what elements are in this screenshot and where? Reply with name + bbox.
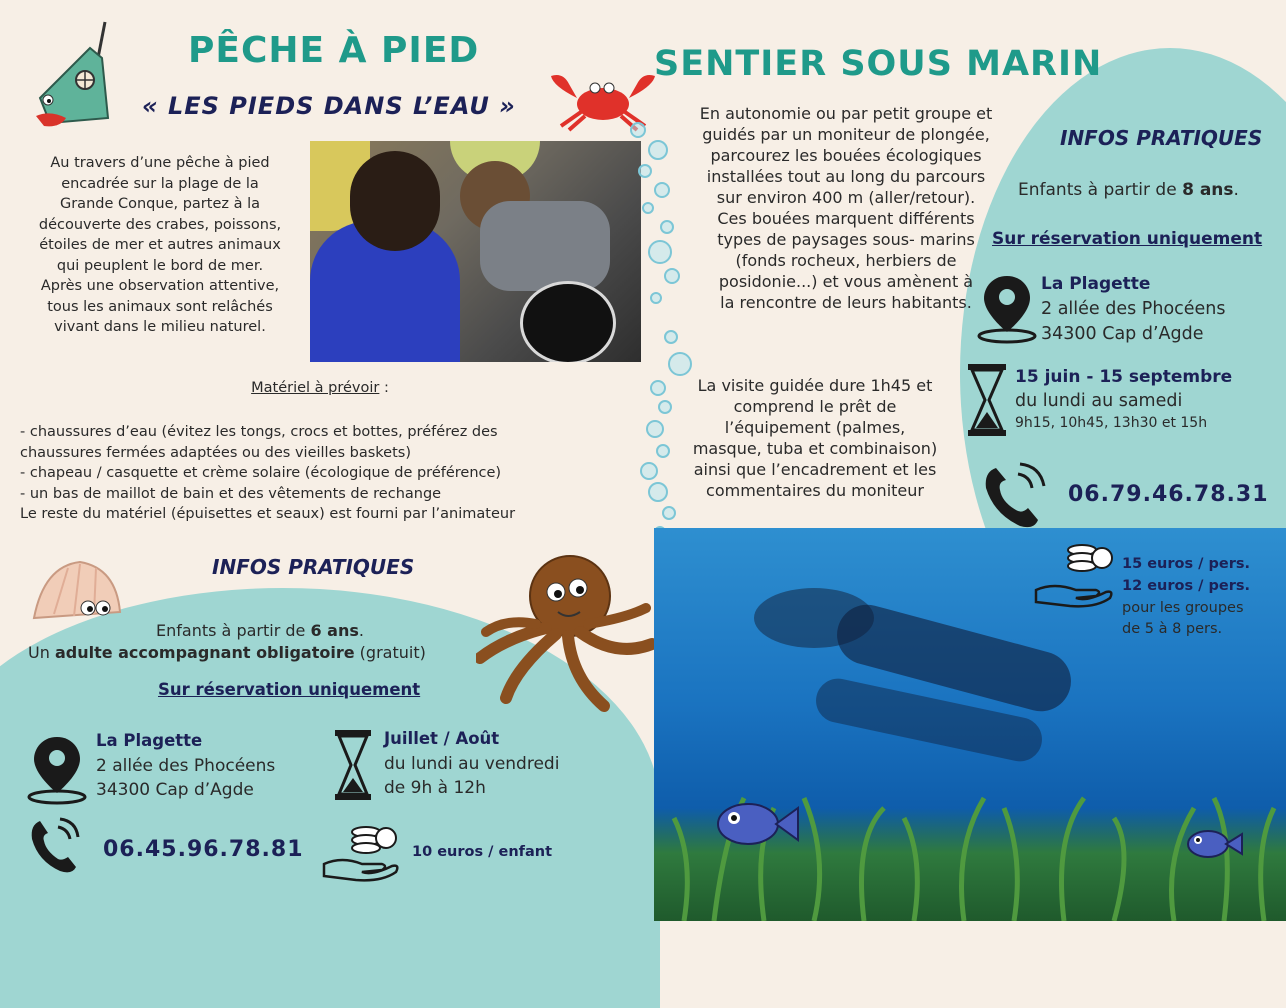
left-intro-line: étoiles de mer et autres animaux	[39, 237, 281, 253]
right-price-2: 12 euros / pers.	[1122, 578, 1251, 594]
right-place-addr2: 34300 Cap d’Agde	[1041, 324, 1204, 344]
materiel-list	[20, 422, 620, 525]
right-date-line1: du lundi au samedi	[1015, 391, 1183, 411]
left-age-value: 6 ans	[310, 621, 359, 640]
left-adult-required: adulte accompagnant obligatoire	[54, 643, 355, 662]
left-intro	[20, 153, 300, 338]
left-place-addr2: 34300 Cap d’Agde	[96, 780, 254, 800]
right-intro-line: guidés par un moniteur de plongée,	[702, 125, 990, 144]
left-age-post: .	[358, 621, 364, 640]
right-intro-line: sur environ 400 m (aller/retour).	[716, 188, 976, 207]
right-visite-line: comprend le prêt de	[733, 397, 897, 416]
hourglass-icon	[333, 728, 373, 802]
right-intro-line: la rencontre de leurs habitants.	[720, 293, 972, 312]
right-visite	[680, 375, 950, 501]
right-date-title: 15 juin - 15 septembre	[1015, 367, 1233, 387]
materiel-heading	[0, 378, 640, 399]
small-fish-icon	[1184, 824, 1244, 864]
right-intro-line: parcourez les bouées écologiques	[710, 146, 982, 165]
right-money-hand-icon	[1034, 540, 1118, 608]
right-visite-line: La visite guidée dure 1h45 et	[697, 376, 933, 395]
right-intro-line: Ces bouées marquent différents	[717, 209, 975, 228]
right-intro-line: installées tout au long du parcours	[706, 167, 986, 186]
left-adult-line	[28, 642, 498, 663]
right-infos-title: INFOS PRATIQUES	[1060, 126, 1263, 150]
crab-icon	[543, 68, 663, 133]
materiel-item: chaussures fermées adaptées ou des vieilles baskets)	[20, 444, 411, 461]
right-place-addr1: 2 allée des Phocéens	[1041, 299, 1226, 319]
materiel-item: - chaussures d’eau (évitez les tongs, crocs et bottes, préférez des	[20, 424, 498, 440]
left-intro-line: qui peuplent le bord de mer.	[56, 257, 264, 274]
left-intro-line: Après une observation attentive,	[40, 278, 280, 294]
right-date-line2: 9h15, 10h45, 13h30 et 15h	[1015, 415, 1208, 431]
left-date-title: Juillet / Août	[384, 729, 500, 748]
left-place-addr1: 2 allée des Phocéens	[96, 756, 276, 776]
right-intro-line: types de paysages sous- marins	[717, 230, 975, 249]
left-adult-pre: Un	[28, 643, 55, 662]
materiel-item: - un bas de maillot de bain et des vêtements de rechange	[20, 485, 442, 502]
left-place-name: La Plagette	[96, 731, 203, 750]
left-date-line2: de 9h à 12h	[384, 778, 486, 798]
left-phone-number: 06.45.96.78.81	[103, 837, 304, 862]
kids-fishing-photo	[310, 141, 641, 362]
right-age-line	[1018, 180, 1239, 201]
right-visite-line: l’équipement (palmes,	[724, 418, 906, 437]
materiel-title: Matériel à prévoir	[251, 380, 380, 396]
right-reservation: Sur réservation uniquement	[992, 229, 1263, 249]
right-price-4: de 5 à 8 pers.	[1122, 621, 1223, 637]
phone-icon	[28, 815, 84, 877]
left-intro-line: Au travers d’une pêche à pied	[50, 155, 270, 171]
left-intro-line: découverte des crabes, poissons,	[38, 216, 282, 233]
right-intro-line: En autonomie ou par petit groupe et	[699, 104, 993, 123]
left-intro-line: vivant dans le milieu naturel.	[54, 319, 266, 335]
left-reservation: Sur réservation uniquement	[158, 680, 421, 699]
left-intro-line: encadrée sur la plage de la	[61, 175, 259, 192]
left-subtitle: « LES PIEDS DANS L’EAU »	[142, 92, 516, 120]
location-pin-icon	[26, 733, 88, 805]
right-age-pre: Enfants à partir de	[1018, 180, 1183, 200]
shell-icon	[24, 558, 124, 624]
right-age-post: .	[1233, 180, 1239, 200]
octopus-icon	[476, 548, 656, 713]
left-intro-line: Grande Conque, partez à la	[59, 196, 260, 212]
right-phone-number: 06.79.46.78.31	[1068, 482, 1269, 507]
right-visite-line: commentaires du moniteur	[706, 481, 924, 500]
fish-icon	[712, 794, 802, 854]
left-age-line	[20, 620, 500, 641]
right-location-pin-icon	[976, 272, 1038, 344]
left-infos-title: INFOS PRATIQUES	[212, 555, 415, 579]
right-place-name: La Plagette	[1041, 274, 1151, 294]
left-date-line1: du lundi au vendredi	[384, 754, 560, 774]
materiel-item: - chapeau / casquette et crème solaire (écologique de préférence)	[20, 465, 502, 481]
right-hourglass-icon	[966, 362, 1008, 438]
left-intro-line: tous les animaux sont relâchés	[47, 298, 273, 315]
right-price-1: 15 euros / pers.	[1122, 556, 1251, 572]
right-title: SENTIER SOUS MARIN	[654, 44, 1103, 84]
right-age-value: 8 ans	[1182, 180, 1234, 200]
left-price: 10 euros / enfant	[412, 844, 553, 860]
right-visite-line: masque, tuba et combinaison)	[692, 439, 938, 458]
left-age-pre: Enfants à partir de	[156, 621, 311, 640]
right-intro	[676, 103, 1016, 313]
right-intro-line: posidonie...) et vous amènent à	[718, 272, 974, 291]
left-title: PÊCHE À PIED	[188, 30, 480, 71]
right-price-3: pour les groupes	[1122, 600, 1244, 616]
right-phone-icon	[982, 460, 1050, 532]
left-adult-post: (gratuit)	[354, 643, 426, 662]
money-hand-icon	[322, 820, 402, 882]
right-visite-line: ainsi que l’encadrement et les	[693, 460, 937, 479]
fish-mascot-icon	[30, 18, 110, 133]
materiel-colon: :	[379, 380, 389, 396]
right-intro-line: (fonds rocheux, herbiers de	[735, 251, 957, 270]
materiel-item: Le reste du matériel (épuisettes et seaux) est fourni par l’animateur	[20, 506, 516, 522]
